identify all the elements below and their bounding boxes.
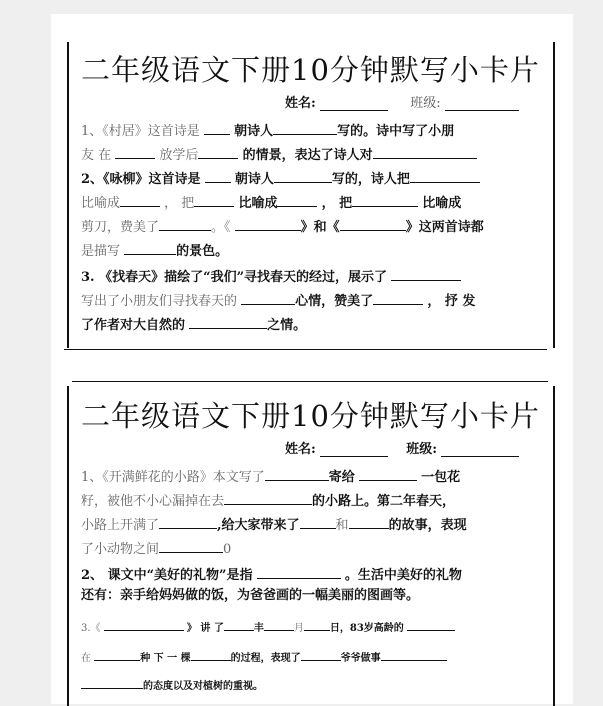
blank[interactable] — [391, 268, 461, 281]
blank[interactable] — [198, 146, 238, 159]
question-3-line-1: 3.《 》 讲 了 丰 月 日，83岁高龄的 — [81, 618, 455, 637]
question-1-line-1: 1、《村居》这首诗是 朝诗人 写的。诗中写了小朋 — [81, 124, 455, 139]
blank[interactable] — [352, 194, 418, 207]
blank[interactable] — [359, 468, 417, 481]
blank[interactable] — [235, 218, 301, 231]
blank[interactable] — [124, 242, 176, 255]
blank[interactable] — [407, 618, 455, 631]
name-blank[interactable] — [320, 443, 388, 457]
card-title: 二年级语文下册10分钟默写小卡片 — [81, 53, 540, 87]
blank[interactable] — [257, 566, 341, 579]
blank[interactable] — [159, 540, 223, 553]
name-label: 姓名: — [285, 442, 316, 457]
blank[interactable] — [300, 516, 336, 529]
question-3-line-3: 的态度以及对植树的重视。 — [81, 676, 263, 695]
question-1-line-4: 了小动物之间 0 — [81, 542, 232, 557]
card-title: 二年级语文下册10分钟默写小卡片 — [81, 399, 540, 433]
class-blank[interactable] — [441, 443, 519, 457]
blank[interactable] — [205, 170, 231, 183]
blank[interactable] — [265, 468, 329, 481]
dictation-card-2 — [67, 386, 555, 706]
blank[interactable] — [224, 618, 254, 631]
blank[interactable] — [373, 292, 423, 305]
class-label: 班级: — [406, 442, 438, 457]
student-info — [285, 438, 519, 457]
blank[interactable] — [373, 146, 477, 159]
card-1-bottom-rule — [64, 349, 547, 350]
question-3-line-1: 3. 《找春天》描绘了“我们”寻找春天的经过，展示了 — [81, 268, 461, 286]
blank[interactable] — [381, 648, 447, 661]
question-2-line-2: 比喻成 ， 把 比喻成 ， 把 比喻成 — [81, 196, 462, 211]
blank[interactable] — [274, 170, 332, 183]
question-2-line-4: 是描写 的景色。 — [81, 244, 229, 259]
card-2-top-rule — [72, 381, 548, 382]
blank[interactable] — [277, 194, 317, 207]
student-info — [285, 92, 519, 111]
blank[interactable] — [159, 516, 217, 529]
dictation-card-1 — [67, 42, 555, 348]
question-2-line-2: 还有：亲手给妈妈做的饭，为爸爸画的一幅美丽的图画等。 — [81, 588, 420, 603]
blank[interactable] — [241, 292, 295, 305]
question-3-line-2: 在 种 下 一 棵 的过程，表现了 爷爷做事 — [81, 648, 447, 667]
question-1-line-2: 籽，被他不小心漏掉在去 的小路上。第二年春天， — [81, 494, 456, 509]
blank[interactable] — [204, 122, 230, 135]
question-2-line-3: 剪刀，费美了 。《 》和《 》这两首诗都 — [81, 220, 484, 235]
blank[interactable] — [304, 618, 330, 631]
blank[interactable] — [340, 218, 406, 231]
blank[interactable] — [104, 618, 184, 631]
blank[interactable] — [81, 676, 143, 689]
class-label: 班级: — [410, 96, 441, 111]
blank[interactable] — [224, 492, 312, 505]
class-blank[interactable] — [445, 97, 519, 111]
question-1-line-2: 友 在 放学后 的情景，表达了诗人对 — [81, 146, 477, 164]
blank[interactable] — [191, 648, 231, 661]
blank[interactable] — [115, 146, 155, 159]
name-label: 姓名: — [285, 96, 316, 111]
blank[interactable] — [194, 194, 234, 207]
blank[interactable] — [301, 648, 341, 661]
question-2-line-1: 2、 课文中“美好的礼物”是指 。生活中美好的礼物 — [81, 568, 462, 583]
question-1-line-1: 1、《开满鲜花的小路》本文写了 寄给 一包花 — [81, 470, 461, 485]
question-1-line-3: 小路上开满了 ,给大家带来了 和 的故事，表现 — [81, 518, 467, 533]
blank[interactable] — [120, 194, 160, 207]
blank[interactable] — [410, 170, 480, 183]
blank[interactable] — [349, 516, 389, 529]
question-3-line-2: 写出了小朋友们寻找春天的 心情，赞美了 ， 抒 发 — [81, 294, 476, 309]
question-3-line-3: 了作者对大自然的 之情。 — [81, 318, 307, 333]
question-2-line-1: 2、《咏柳》这首诗是 朝诗人 写的，诗人把 — [81, 170, 480, 188]
blank[interactable] — [94, 648, 140, 661]
blank[interactable] — [189, 316, 267, 329]
blank[interactable] — [264, 618, 294, 631]
blank[interactable] — [159, 218, 211, 231]
name-blank[interactable] — [320, 97, 388, 111]
blank[interactable] — [273, 122, 337, 135]
